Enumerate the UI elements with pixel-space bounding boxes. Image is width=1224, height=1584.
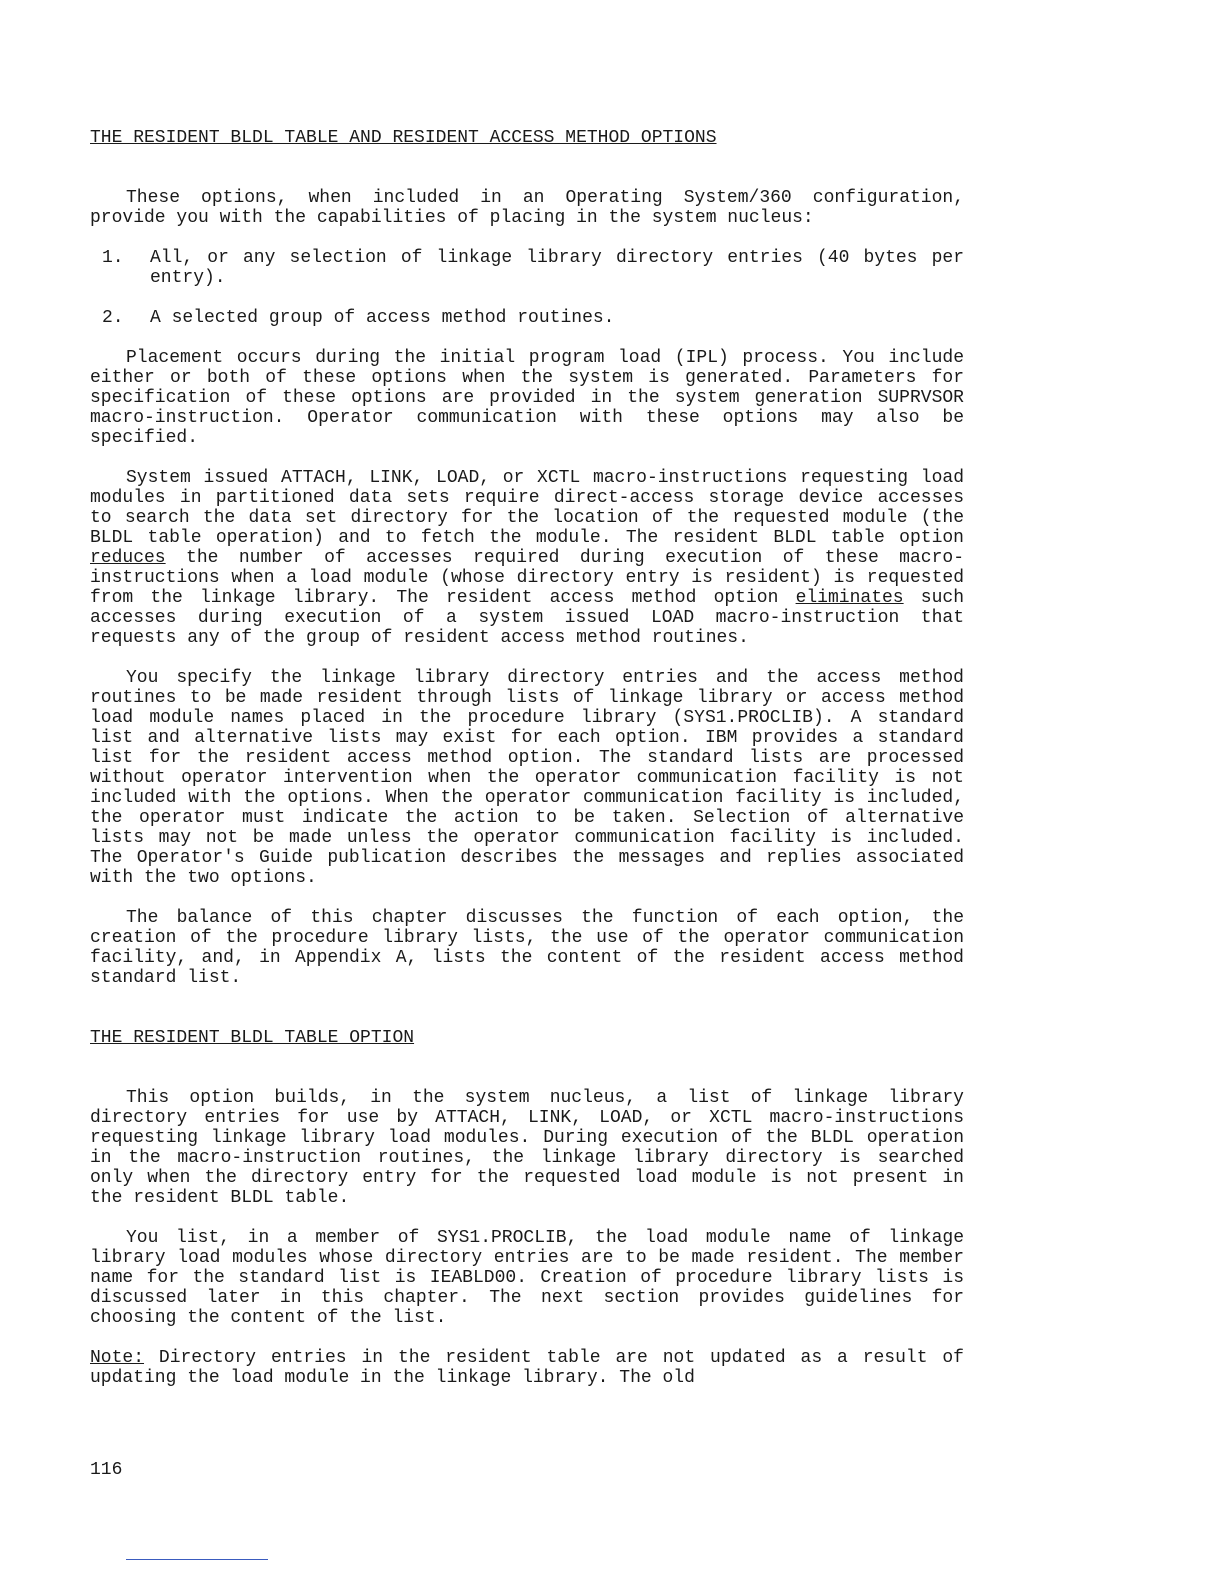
text-run: System issued ATTACH, LINK, LOAD, or XCTL macro-instructions requesting load modules in partitioned data sets require direct-access storage device accesses to search the data set directory for the location of the requested module (the BLDL table operation) and to fetch the module. The resident BLDL table option [90, 468, 964, 548]
page-number: 116 [90, 1460, 123, 1480]
list-item-1 [90, 248, 964, 288]
page-body [90, 128, 964, 1388]
underlined-word-reduces: reduces [90, 548, 166, 568]
section-heading-bldl: THE RESIDENT BLDL TABLE OPTION [90, 1028, 415, 1048]
underlined-word-eliminates: eliminates [795, 588, 904, 608]
list-paragraph: You list, in a member of SYS1.PROCLIB, the load module name of linkage library load modules whose directory entries are to be made resident. The member name for the standard list is IEABLD00. Creation of procedure library lists is discussed later in this chapter. The next section provides guidelines for choosing the content of the list. [90, 1228, 964, 1328]
text-run: the number of accesses required during execution of these macro-instructions when a load module (whose directory entry is resident) is requested from the linkage library. The resident access method option [90, 548, 964, 608]
footer-rule [126, 1559, 268, 1560]
system-issued-paragraph [90, 468, 964, 648]
list-number: 2. [102, 308, 124, 328]
specify-paragraph: You specify the linkage library directory entries and the access method routines to be made resident through lists of linkage library or access method load module names placed in the procedure library (SYS1.PROCLIB). A standard list and alternative lists may exist for each option. IBM provides a standard list for the resident access method option. The standard lists are processed without operator intervention when the operator communication facility is not included with the options. When the operator communication facility is included, the operator must indicate the action to be taken. Selection of alternative lists may not be made unless the operator communication facility is included. The Operator's Guide publication describes the messages and replies associated with the two options. [90, 668, 964, 888]
note-paragraph [90, 1348, 964, 1388]
note-text: Directory entries in the resident table are not updated as a result of updating the load module in the linkage library. The old [90, 1348, 964, 1388]
intro-paragraph: These options, when included in an Operating System/360 configuration, provide you with the capabilities of placing in the system nucleus: [90, 188, 964, 228]
text-run: such accesses during execution of a system issued LOAD macro-instruction that requests any of the group of resident access method routines. [90, 588, 965, 648]
placement-paragraph: Placement occurs during the initial program load (IPL) process. You include either or both of these options when the system is generated. Parameters for specification of these options are provided in the system generation SUPRVSOR macro-instruction. Operator communication with these options may also be specified. [90, 348, 964, 448]
builds-paragraph: This option builds, in the system nucleus, a list of linkage library directory entries for use by ATTACH, LINK, LOAD, or XCTL macro-instructions requesting linkage library load modules. During execution of the BLDL operation in the macro-instruction routines, the linkage library directory is searched only when the directory entry for the requested load module is not present in the resident BLDL table. [90, 1088, 964, 1208]
list-text: A selected group of access method routines. [150, 308, 615, 328]
balance-paragraph: The balance of this chapter discusses the function of each option, the creation of the procedure library lists, the use of the operator communication facility, and, in Appendix A, lists the content of the resident access method standard list. [90, 908, 964, 988]
list-number: 1. [102, 248, 124, 268]
list-item-2 [90, 308, 964, 328]
section-heading-main: THE RESIDENT BLDL TABLE AND RESIDENT ACCESS METHOD OPTIONS [90, 128, 717, 148]
note-label: Note: [90, 1348, 145, 1368]
list-text: All, or any selection of linkage library directory entries (40 bytes per entry). [150, 248, 964, 288]
